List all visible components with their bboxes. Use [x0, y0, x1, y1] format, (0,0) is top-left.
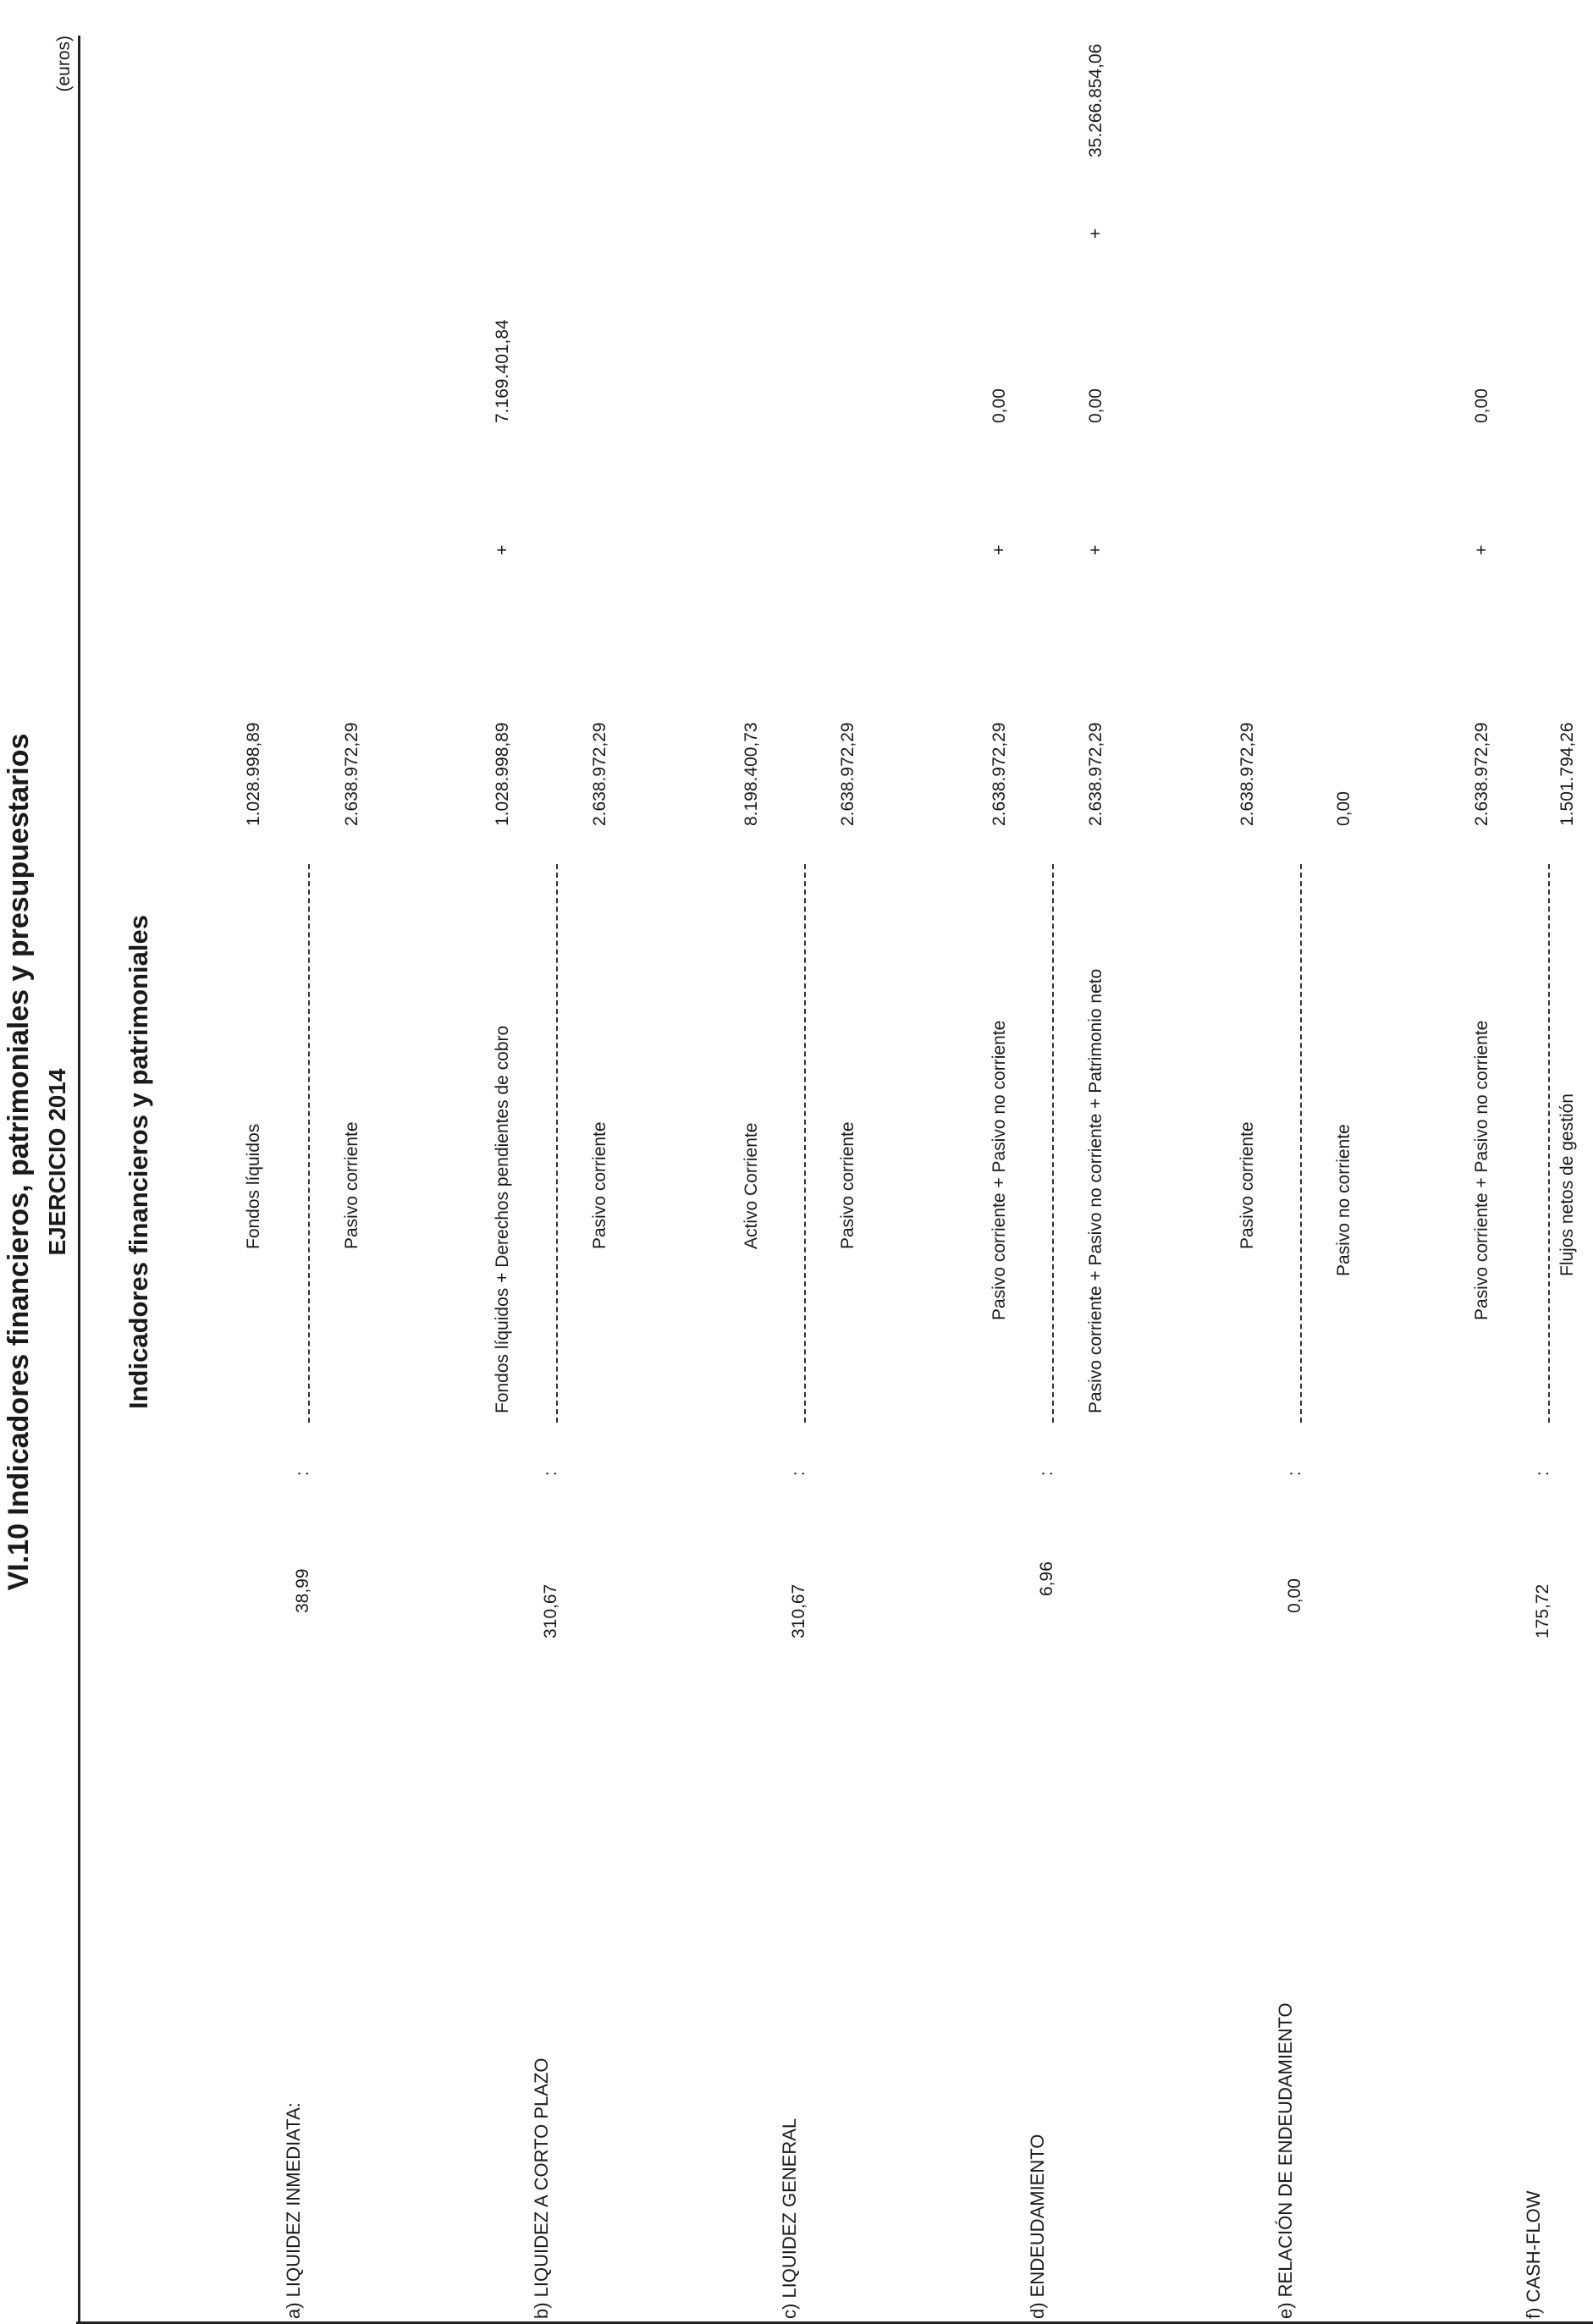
- numerator-text: Pasivo corriente: [1237, 1121, 1257, 1249]
- indicator-value: 310,67: [541, 1583, 560, 1638]
- denominator-text: Pasivo corriente: [342, 1121, 361, 1249]
- numerator-amount: 2.638.972,29: [1472, 722, 1491, 826]
- numerator-amount: 2.638.972,29: [989, 722, 1009, 826]
- numerator-amount: 2.638.972,29: [1237, 722, 1257, 826]
- denominator-amount: 0,00: [1334, 791, 1353, 826]
- denominator-text: Flujos netos de gestión: [1557, 1093, 1577, 1276]
- denominator-amount: 2.638.972,29: [590, 722, 609, 826]
- plus-sign: +: [1472, 544, 1491, 555]
- denominator-text: Pasivo corriente + Pasivo no corriente + Patrimonio neto: [1086, 968, 1105, 1413]
- fraction-line: [556, 864, 558, 1423]
- numerator-text: Pasivo corriente + Pasivo no corriente: [989, 1020, 1009, 1320]
- plus-sign: +: [1086, 228, 1105, 239]
- indicator-separator: :: [1533, 1471, 1552, 1476]
- plus-sign: +: [493, 544, 512, 555]
- numerator-text: Pasivo corriente + Pasivo no corriente: [1472, 1020, 1491, 1320]
- denominator-amount: 1.501.794,26: [1557, 722, 1577, 826]
- indicator-value: 175,72: [1533, 1583, 1552, 1638]
- denominator-amount: 2.638.972,29: [1086, 722, 1105, 826]
- indicator-separator: :: [293, 1471, 312, 1476]
- indicator-separator: :: [1285, 1471, 1304, 1476]
- indicator-label: b) LIQUIDEZ A CORTO PLAZO: [531, 2057, 552, 2319]
- denominator-text: Pasivo corriente: [838, 1121, 857, 1249]
- indicator-label: f) CASH-FLOW: [1523, 2190, 1544, 2319]
- plus-sign: +: [1086, 544, 1105, 555]
- indicator-label: c) LIQUIDEZ GENERAL: [779, 2117, 800, 2319]
- indicator-value: 6,96: [1037, 1561, 1056, 1596]
- fraction-line: [1548, 864, 1550, 1423]
- indicator-label: a) LIQUIDEZ INMEDIATA:: [283, 2102, 304, 2319]
- section-title: Indicadores financieros y patrimoniales: [124, 914, 153, 1410]
- plus-sign: +: [989, 544, 1009, 555]
- numerator-amount-2: 7.169.401,84: [493, 319, 512, 423]
- indicator-label: e) RELACIÓN DE ENDEUDAMIENTO: [1275, 2002, 1296, 2319]
- header-rule: [78, 36, 80, 2322]
- denominator-amount: 2.638.972,29: [342, 722, 361, 826]
- report-title: VI.10 Indicadores financieros, patrimoniales y presupuestarios: [3, 733, 35, 1591]
- currency-unit: (euros): [54, 36, 74, 92]
- indicator-separator: :: [541, 1471, 560, 1476]
- fraction-line: [1052, 864, 1054, 1423]
- numerator-text: Fondos líquidos + Derechos pendientes de cobro: [493, 1025, 512, 1413]
- denominator-amount-2: 0,00: [1086, 388, 1105, 423]
- fraction-line: [308, 864, 310, 1423]
- indicator-value: 0,00: [1285, 1578, 1304, 1613]
- indicator-label: d) ENDEUDAMIENTO: [1027, 2134, 1048, 2319]
- numerator-text: Fondos líquidos: [244, 1123, 263, 1249]
- numerator-amount-2: 0,00: [989, 388, 1009, 423]
- numerator-amount-2: 0,00: [1472, 388, 1491, 423]
- denominator-text: Pasivo corriente: [590, 1121, 609, 1249]
- numerator-amount: 8.198.400,73: [741, 722, 761, 826]
- numerator-amount: 1.028.998,89: [244, 722, 263, 826]
- report-subtitle: EJERCICIO 2014: [44, 1068, 70, 1256]
- indicator-separator: :: [1037, 1471, 1056, 1476]
- indicator-value: 310,67: [789, 1583, 808, 1638]
- indicator-value: 38,99: [293, 1568, 312, 1613]
- fraction-line: [804, 864, 806, 1423]
- numerator-amount: 1.028.998,89: [493, 722, 512, 826]
- denominator-amount-3: 35.266.854,06: [1086, 43, 1105, 157]
- denominator-text: Pasivo no corriente: [1334, 1124, 1353, 1276]
- indicator-separator: :: [789, 1471, 808, 1476]
- denominator-amount: 2.638.972,29: [838, 722, 857, 826]
- fraction-line: [1300, 864, 1302, 1423]
- numerator-text: Activo Corriente: [741, 1122, 761, 1249]
